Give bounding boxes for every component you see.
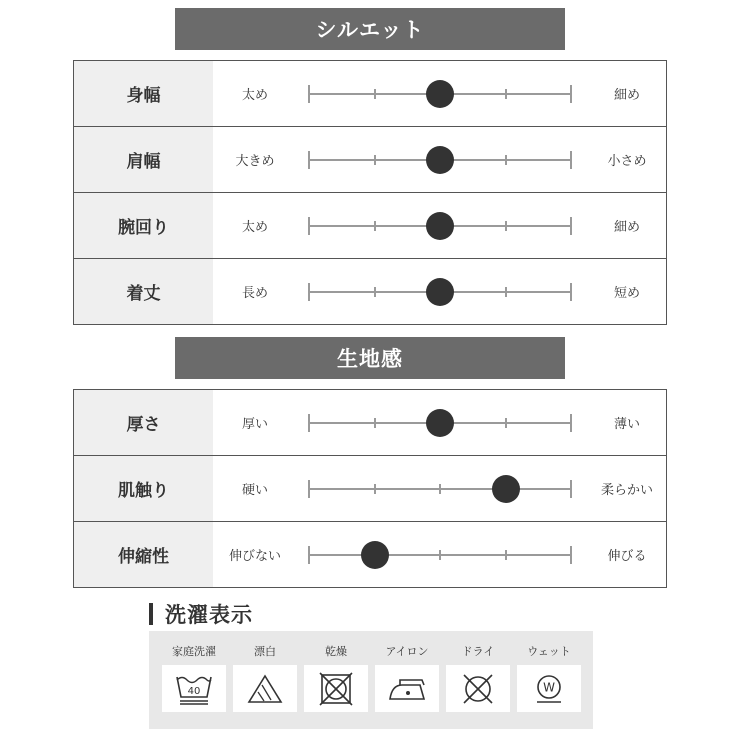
heading-bar (149, 603, 153, 625)
scale-tick (374, 221, 376, 231)
left-label: 太め (241, 220, 268, 235)
row-label: 肌触り (74, 456, 213, 521)
care-label: 乾燥 (325, 645, 347, 658)
row-label: 伸縮性 (74, 522, 213, 587)
rating-scale (309, 522, 571, 587)
scale-tick (439, 484, 441, 494)
care-label: ウェット (527, 645, 571, 658)
care-label: アイロン (385, 645, 429, 658)
rating-scale (309, 456, 571, 521)
texture-row (74, 456, 666, 522)
scale-marker (492, 475, 520, 503)
scale-tick (505, 418, 507, 428)
left-label: 長め (241, 286, 268, 301)
scale-tick (505, 89, 507, 99)
scale-tick (374, 89, 376, 99)
texture-banner (175, 337, 565, 379)
texture-row (74, 522, 666, 587)
left-label: 伸びない (228, 549, 281, 564)
left-label: 硬い (241, 483, 268, 498)
scale-marker (426, 212, 454, 240)
right-label: 伸びる (607, 549, 647, 564)
care-title: 洗濯表示 (165, 603, 253, 627)
rating-scale (309, 193, 571, 258)
scale-tick (570, 217, 572, 235)
right-label: 薄い (613, 417, 640, 432)
scale-tick (374, 418, 376, 428)
left-label: 大きめ (235, 154, 275, 169)
care-label: ドライ (461, 645, 495, 658)
scale-tick (308, 414, 310, 432)
texture-row (74, 390, 666, 456)
scale-tick (308, 217, 310, 235)
care-label: 家庭洗濯 (172, 645, 216, 658)
right-label: 小さめ (607, 154, 647, 169)
wet-clean-icon (517, 665, 581, 712)
iron-icon (375, 665, 439, 712)
wash-tub-40-icon (162, 665, 226, 712)
scale-tick (308, 151, 310, 169)
scale-tick (374, 484, 376, 494)
scale-marker (426, 409, 454, 437)
scale-tick (505, 221, 507, 231)
scale-tick (570, 283, 572, 301)
scale-tick (374, 155, 376, 165)
dry-clean-prohibited-icon (446, 665, 510, 712)
wet-clean-text: W (543, 680, 555, 694)
left-label: 厚い (241, 417, 268, 432)
scale-tick (505, 550, 507, 560)
care-label: 漂白 (254, 645, 276, 658)
silhouette-banner (175, 8, 565, 50)
scale-marker (426, 278, 454, 306)
scale-tick (570, 480, 572, 498)
silhouette-table (73, 60, 667, 325)
silhouette-title: シルエット (315, 18, 425, 42)
scale-tick (505, 155, 507, 165)
scale-tick (570, 85, 572, 103)
right-label: 細め (613, 88, 640, 103)
scale-tick (570, 414, 572, 432)
row-label: 腕回り (74, 193, 213, 258)
scale-tick (374, 287, 376, 297)
scale-tick (308, 283, 310, 301)
rating-scale (309, 61, 571, 126)
row-label: 厚さ (74, 390, 213, 455)
row-label: 身幅 (74, 61, 213, 126)
wash-temp-text: 40 (187, 685, 201, 697)
care-symbols-panel (149, 631, 593, 729)
scale-tick (308, 480, 310, 498)
scale-tick (308, 85, 310, 103)
care-heading (149, 601, 253, 627)
row-label: 着丈 (74, 259, 213, 324)
rating-scale (309, 127, 571, 192)
right-label: 短め (613, 286, 640, 301)
right-label: 柔らかい (600, 483, 653, 498)
tumble-dry-prohibited-icon (304, 665, 368, 712)
silhouette-row (74, 193, 666, 259)
scale-tick (570, 151, 572, 169)
silhouette-row (74, 61, 666, 127)
scale-marker (361, 541, 389, 569)
bleach-triangle-icon (233, 665, 297, 712)
silhouette-row (74, 259, 666, 324)
rating-scale (309, 259, 571, 324)
scale-marker (426, 146, 454, 174)
texture-title: 生地感 (337, 347, 403, 371)
scale-marker (426, 80, 454, 108)
scale-tick (570, 546, 572, 564)
silhouette-row (74, 127, 666, 193)
scale-tick (505, 287, 507, 297)
scale-tick (439, 550, 441, 560)
rating-scale (309, 390, 571, 455)
texture-table (73, 389, 667, 588)
scale-tick (308, 546, 310, 564)
left-label: 太め (241, 88, 268, 103)
right-label: 細め (613, 220, 640, 235)
row-label: 肩幅 (74, 127, 213, 192)
